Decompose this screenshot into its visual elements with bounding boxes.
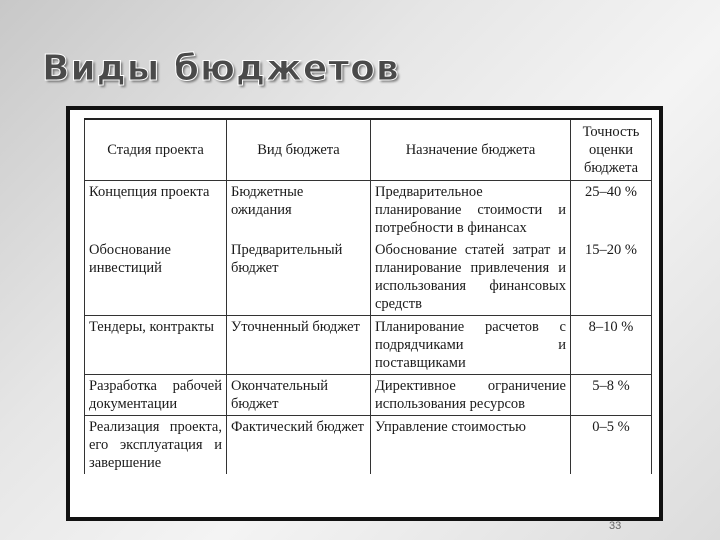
cell-budget-purpose: Предварительное планирование стоимости и потребности в финансах (371, 181, 571, 240)
cell-budget-type: Окончательный бюджет (227, 375, 371, 416)
table-frame (66, 106, 663, 521)
table-row (85, 316, 652, 375)
cell-budget-purpose: Управление стоимостью (371, 416, 571, 475)
cell-budget-purpose: Директивное ограничение использования ресурсов (371, 375, 571, 416)
header-budget-purpose: Назначение бюджета (371, 119, 571, 181)
cell-budget-type: Бюджетные ожидания (227, 181, 371, 240)
header-accuracy: Точность оценки бюджета (571, 119, 652, 181)
cell-stage: Реализация проекта, его эксплуатация и завершение (85, 416, 227, 475)
header-stage: Стадия проекта (85, 119, 227, 181)
cell-stage: Разработка рабочей документации (85, 375, 227, 416)
table-row (85, 416, 652, 475)
cell-budget-purpose: Планирование расчетов с подрядчиками и поставщиками (371, 316, 571, 375)
cell-accuracy: 0–5 % (571, 416, 652, 475)
cell-stage: Тендеры, контракты (85, 316, 227, 375)
cell-accuracy: 15–20 % (571, 239, 652, 316)
budget-types-table (84, 118, 652, 474)
cell-stage: Обоснование инвестиций (85, 239, 227, 316)
header-budget-type: Вид бюджета (227, 119, 371, 181)
cell-budget-purpose: Обоснование статей затрат и планирование привлечения и использования финансовых средств (371, 239, 571, 316)
slide-title: Виды бюджетов (42, 48, 400, 89)
table-header-row (85, 119, 652, 181)
cell-accuracy: 25–40 % (571, 181, 652, 240)
cell-budget-type: Уточненный бюджет (227, 316, 371, 375)
cell-budget-type: Предварительный бюджет (227, 239, 371, 316)
table-row (85, 375, 652, 416)
cell-accuracy: 5–8 % (571, 375, 652, 416)
cell-budget-type: Фактический бюджет (227, 416, 371, 475)
cell-accuracy: 8–10 % (571, 316, 652, 375)
page-number: 33 (609, 520, 622, 532)
table-row (85, 181, 652, 240)
table-row (85, 239, 652, 316)
cell-stage: Концепция проекта (85, 181, 227, 240)
